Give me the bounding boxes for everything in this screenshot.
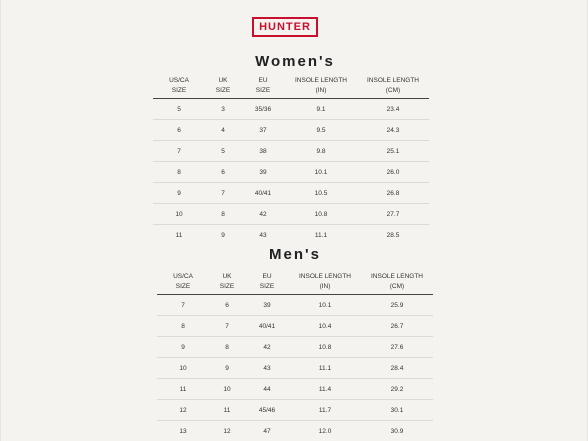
uk-size-cell: 7 — [205, 183, 241, 204]
insole-cm-cell: 30.1 — [361, 400, 433, 421]
insole-cm-cell: 23.4 — [357, 99, 429, 120]
table-row — [153, 183, 429, 204]
insole-cm-cell: 26.0 — [357, 162, 429, 183]
insole-cm-cell: 30.9 — [390, 427, 404, 435]
eu-size-cell: 42 — [241, 204, 285, 225]
eu-size-cell: 40/41 — [245, 316, 289, 337]
col-header-uk: UK SIZE — [205, 74, 241, 99]
us-size-cell: 8 — [153, 162, 205, 183]
table-header-row — [153, 74, 429, 99]
insole-in-cell: 11.1 — [314, 231, 328, 239]
insole-cm-cell: 28.5 — [386, 231, 400, 239]
uk-size-cell: 5 — [205, 141, 241, 162]
eu-size-cell: 44 — [245, 379, 289, 400]
table-row — [153, 99, 429, 120]
insole-in-cell: 10.4 — [289, 316, 361, 337]
eu-size-cell: 43 — [245, 358, 289, 379]
us-size-cell: 5 — [153, 99, 205, 120]
women-size-table — [153, 74, 429, 245]
eu-size-cell: 47 — [263, 427, 271, 435]
us-size-cell: 12 — [157, 400, 209, 421]
insole-cm-cell: 27.6 — [361, 337, 433, 358]
insole-cm-cell: 28.4 — [361, 358, 433, 379]
insole-cm-cell: 26.7 — [361, 316, 433, 337]
insole-cm-cell: 26.8 — [357, 183, 429, 204]
us-size-cell: 7 — [153, 141, 205, 162]
us-size-cell: 9 — [157, 337, 209, 358]
insole-in-cell: 12.0 — [318, 427, 332, 435]
uk-size-cell: 8 — [209, 337, 245, 358]
col-header-uk: UK SIZE — [209, 270, 245, 295]
insole-in-cell: 10.8 — [289, 337, 361, 358]
uk-size-cell: 9 — [221, 231, 225, 239]
table-row — [157, 337, 433, 358]
insole-in-cell: 11.4 — [289, 379, 361, 400]
uk-size-cell: 4 — [205, 120, 241, 141]
table-row — [157, 379, 433, 400]
uk-size-cell: 12 — [223, 427, 231, 435]
men-section-title: Men's — [269, 246, 321, 263]
col-header-eu: EU SIZE — [241, 74, 285, 99]
eu-size-cell: 35/36 — [241, 99, 285, 120]
table-row — [157, 400, 433, 421]
uk-size-cell: 9 — [209, 358, 245, 379]
insole-cm-cell: 24.3 — [357, 120, 429, 141]
us-size-cell: 10 — [157, 358, 209, 379]
uk-size-cell: 6 — [209, 295, 245, 316]
uk-size-cell: 10 — [209, 379, 245, 400]
us-size-cell: 11 — [175, 231, 183, 239]
insole-in-cell: 10.1 — [285, 162, 357, 183]
men-table-body — [157, 295, 433, 441]
eu-size-cell: 42 — [245, 337, 289, 358]
us-size-cell: 9 — [153, 183, 205, 204]
eu-size-cell: 39 — [245, 295, 289, 316]
col-header-us: US/CA SIZE — [157, 270, 209, 295]
insole-in-cell: 10.1 — [289, 295, 361, 316]
uk-size-cell: 7 — [209, 316, 245, 337]
men-size-table — [157, 270, 433, 441]
col-header-insole-cm: INSOLE LENGTH (CM) — [357, 74, 429, 99]
insole-in-cell: 11.1 — [289, 358, 361, 379]
col-header-eu: EU SIZE — [245, 270, 289, 295]
us-size-cell: 6 — [153, 120, 205, 141]
eu-size-cell: 43 — [259, 231, 267, 239]
table-row — [153, 120, 429, 141]
insole-cm-cell: 27.7 — [357, 204, 429, 225]
col-header-us: US/CA SIZE — [153, 74, 205, 99]
us-size-cell: 10 — [153, 204, 205, 225]
table-row — [157, 358, 433, 379]
insole-in-cell: 11.7 — [289, 400, 361, 421]
table-row — [153, 204, 429, 225]
us-size-cell: 13 — [179, 427, 187, 435]
us-size-cell: 8 — [157, 316, 209, 337]
brand-name: HUNTER — [259, 21, 311, 33]
col-header-insole-cm: INSOLE LENGTH (CM) — [361, 270, 433, 295]
uk-size-cell: 8 — [205, 204, 241, 225]
eu-size-cell: 40/41 — [241, 183, 285, 204]
col-header-insole-in: INSOLE LENGTH (IN) — [285, 74, 357, 99]
insole-in-cell: 10.5 — [285, 183, 357, 204]
women-section-title: Women's — [255, 53, 335, 70]
insole-in-cell: 9.1 — [285, 99, 357, 120]
eu-size-cell: 39 — [241, 162, 285, 183]
uk-size-cell: 3 — [205, 99, 241, 120]
table-header-row — [157, 270, 433, 295]
hunter-logo — [252, 17, 318, 37]
uk-size-cell: 11 — [209, 400, 245, 421]
table-row — [157, 421, 433, 441]
table-row — [153, 225, 429, 246]
eu-size-cell: 37 — [241, 120, 285, 141]
table-row — [157, 295, 433, 316]
us-size-cell: 11 — [157, 379, 209, 400]
uk-size-cell: 6 — [205, 162, 241, 183]
women-table-body — [153, 99, 429, 246]
insole-cm-cell: 25.1 — [357, 141, 429, 162]
table-row — [153, 141, 429, 162]
eu-size-cell: 38 — [241, 141, 285, 162]
insole-in-cell: 10.8 — [285, 204, 357, 225]
insole-in-cell: 9.5 — [285, 120, 357, 141]
table-row — [157, 316, 433, 337]
insole-in-cell: 9.8 — [285, 141, 357, 162]
insole-cm-cell: 25.9 — [361, 295, 433, 316]
table-row — [153, 162, 429, 183]
col-header-insole-in: INSOLE LENGTH (IN) — [289, 270, 361, 295]
us-size-cell: 7 — [157, 295, 209, 316]
eu-size-cell: 45/46 — [245, 400, 289, 421]
insole-cm-cell: 29.2 — [361, 379, 433, 400]
